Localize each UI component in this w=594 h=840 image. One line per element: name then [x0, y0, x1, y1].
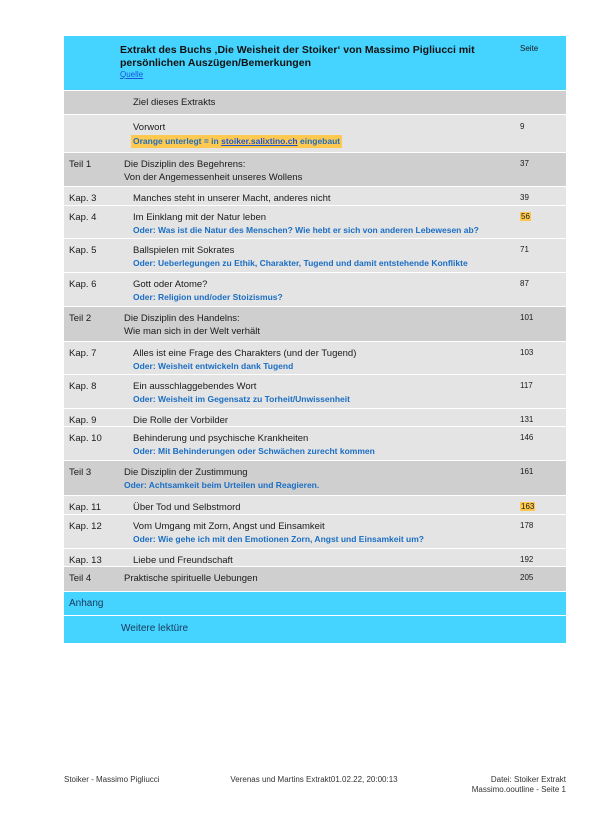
row-section-label: Teil 3	[69, 467, 92, 478]
outline-table	[64, 36, 566, 644]
chapter-rows	[64, 153, 566, 592]
row-title: Manches steht in unserer Macht, anderes nicht	[133, 193, 331, 204]
weitere-row	[64, 616, 566, 644]
row-page-number: 205	[520, 573, 534, 582]
row-page-number: 117	[520, 381, 533, 390]
weitere-label: Weitere lektüre	[121, 623, 189, 634]
row-section-label: Teil 4	[69, 573, 92, 584]
row-title: Die Disziplin des Begehrens:	[124, 159, 246, 170]
row-teil4	[64, 567, 566, 592]
footer-left: Stoiker - Massimo Pigliucci	[64, 775, 160, 784]
anhang-label: Anhang	[69, 598, 104, 609]
row-title-line2: Von der Angemessenheit unseres Wollens	[124, 171, 303, 183]
row-page-number: 87	[520, 279, 529, 288]
row-subtitle: Oder: Ueberlegungen zu Ethik, Charakter, Tugend und damit entstehende Konflikte	[133, 258, 468, 268]
row-page-number: 146	[520, 433, 534, 442]
row-kap10	[64, 427, 566, 461]
row-subtitle: Oder: Weisheit im Gegensatz zu Torheit/Unwissenheit	[133, 394, 350, 404]
row-section-label: Kap. 11	[69, 502, 102, 513]
row-kap11	[64, 496, 566, 515]
header-row	[64, 36, 566, 91]
row-title: Gott oder Atome?	[133, 279, 208, 290]
vorwort-label: Vorwort	[133, 122, 166, 133]
row-page-number: 192	[520, 555, 534, 564]
row-kap7	[64, 342, 566, 375]
row-page-number: 161	[520, 467, 534, 476]
row-subtitle: Oder: Religion und/oder Stoizismus?	[133, 292, 283, 302]
row-teil2	[64, 307, 566, 342]
ziel-row	[64, 91, 566, 115]
page-column-header: Seite	[520, 44, 539, 53]
row-teil1	[64, 153, 566, 187]
row-title: Über Tod und Selbstmord	[133, 502, 241, 513]
row-page-number: 178	[520, 521, 534, 530]
row-page-number: 71	[520, 245, 529, 254]
row-section-label: Teil 2	[69, 313, 92, 324]
row-page-number: 37	[520, 159, 529, 168]
row-title: Die Disziplin des Handelns:	[124, 313, 240, 324]
row-section-label: Kap. 12	[69, 521, 102, 532]
row-title: Ballspielen mit Sokrates	[133, 245, 235, 256]
row-title: Alles ist eine Frage des Charakters (und der Tugend)	[133, 348, 357, 359]
row-section-label: Kap. 3	[69, 193, 97, 204]
anhang-row	[64, 592, 566, 616]
row-title-line2: Wie man sich in der Welt verhält	[124, 325, 261, 337]
row-page-number: 163	[521, 502, 535, 511]
row-subtitle: Oder: Mit Behinderungen oder Schwächen zurecht kommen	[133, 446, 375, 456]
website-link[interactable]: stoiker.salixtino.ch	[221, 136, 298, 146]
row-kap9	[64, 409, 566, 427]
row-title: Die Rolle der Vorbilder	[133, 415, 229, 426]
legend-note: Orange unterlegt = in stoiker.salixtino.ch eingebaut	[133, 136, 341, 146]
row-title: Praktische spirituelle Uebungen	[124, 573, 258, 584]
row-page-number: 56	[521, 212, 530, 221]
row-teil3	[64, 461, 566, 496]
row-title: Ein ausschlaggebendes Wort	[133, 381, 257, 392]
row-title: Im Einklang mit der Natur leben	[133, 212, 267, 223]
row-page-number: 103	[520, 348, 534, 357]
vorwort-row	[64, 115, 566, 153]
row-title: Liebe und Freundschaft	[133, 555, 233, 566]
row-section-label: Kap. 9	[69, 415, 97, 426]
row-section-label: Kap. 4	[69, 212, 97, 223]
row-title: Die Disziplin der Zustimmung	[124, 467, 248, 478]
row-kap4	[64, 206, 566, 239]
row-section-label: Kap. 8	[69, 381, 97, 392]
row-subtitle: Oder: Wie gehe ich mit den Emotionen Zorn, Angst und Einsamkeit um?	[133, 534, 424, 544]
row-section-label: Kap. 5	[69, 245, 97, 256]
row-page-number: 39	[520, 193, 529, 202]
document-title: Extrakt des Buchs ‚Die Weisheit der Stoiker‘ von Massimo Pigliucci mit persönlichen Auszügen/Bemerkungen	[120, 44, 475, 69]
row-kap13	[64, 549, 566, 567]
row-page-number: 131	[520, 415, 534, 424]
row-page-number: 101	[520, 313, 534, 322]
row-title: Behinderung und psychische Krankheiten	[133, 433, 309, 444]
row-kap12	[64, 515, 566, 549]
row-section-label: Teil 1	[69, 159, 92, 170]
row-kap8	[64, 375, 566, 409]
footer-middle: Verenas und Martins Extrakt01.02.22, 20:00:13	[230, 775, 398, 784]
row-kap5	[64, 239, 566, 273]
footer-right: Datei: Stoiker Extrakt Massimo.ooutline - Seite 1	[471, 775, 566, 794]
row-subtitle: Oder: Achtsamkeit beim Urteilen und Reagieren.	[124, 480, 320, 490]
row-title: Vom Umgang mit Zorn, Angst und Einsamkeit	[133, 521, 325, 532]
row-section-label: Kap. 7	[69, 348, 97, 359]
source-link[interactable]: Quelle	[120, 70, 144, 79]
row-subtitle: Oder: Weisheit entwickeln dank Tugend	[133, 361, 294, 371]
row-section-label: Kap. 6	[69, 279, 97, 290]
ziel-label: Ziel dieses Extrakts	[133, 97, 216, 108]
vorwort-page: 9	[520, 122, 525, 131]
row-kap6	[64, 273, 566, 307]
row-subtitle: Oder: Was ist die Natur des Menschen? Wie hebt er sich von anderen Lebewesen ab?	[133, 225, 479, 235]
row-section-label: Kap. 13	[69, 555, 102, 566]
row-kap3	[64, 187, 566, 206]
row-section-label: Kap. 10	[69, 433, 102, 444]
